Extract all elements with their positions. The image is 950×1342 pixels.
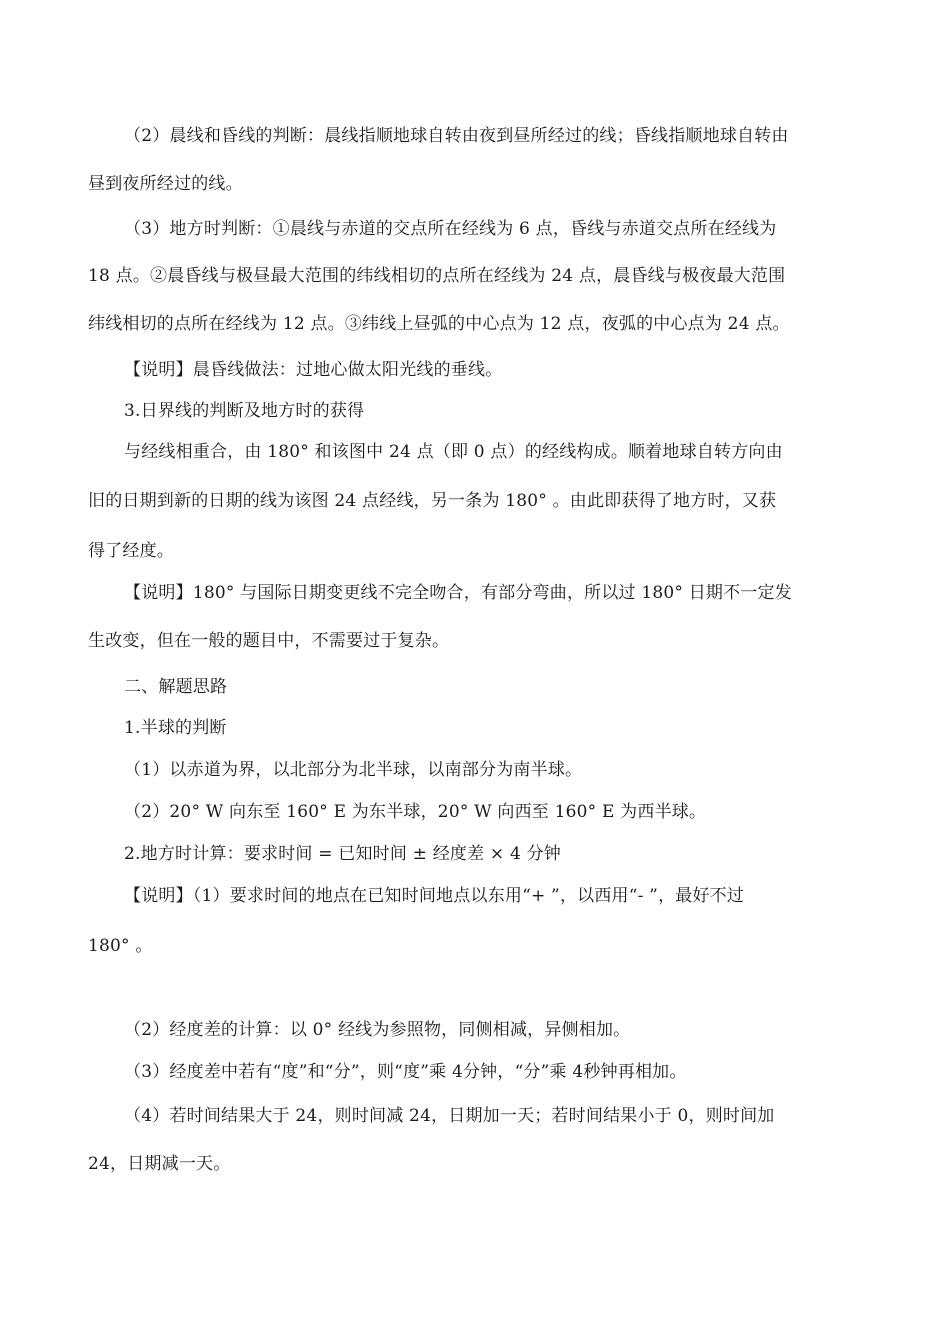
paragraph-line: （4）若时间结果大于 24，则时间减 24，日期加一天；若时间结果小于 0，则时间加	[124, 1106, 775, 1126]
paragraph-line: 纬线相切的点所在经线为 12 点。③纬线上昼弧的中心点为 12 点，夜弧的中心点为 24 点。	[88, 314, 790, 334]
paragraph-line: （2）20° W 向东至 160° E 为东半球，20° W 向西至 160° E 为西半球。	[124, 802, 707, 822]
paragraph-line: 昼到夜所经过的线。	[88, 174, 243, 194]
paragraph-line: （2）经度差的计算：以 0° 经线为参照物，同侧相减，异侧相加。	[124, 1020, 631, 1040]
paragraph-line: 24，日期减一天。	[88, 1154, 231, 1174]
paragraph-line: （3）地方时判断：①晨线与赤道的交点所在经线为 6 点，昏线与赤道交点所在经线为	[124, 219, 777, 239]
section-heading: 3.日界线的判断及地方时的获得	[124, 401, 365, 421]
note-line: 【说明】（1）要求时间的地点在已知时间地点以东用“+ ”，以西用“- ”，最好不过	[124, 886, 745, 906]
paragraph-line: 旧的日期到新的日期的线为该图 24 点经线，另一条为 180° 。由此即获得了地方时，又获	[88, 491, 777, 511]
paragraph-line: （2）晨线和昏线的判断：晨线指顺地球自转由夜到昼所经过的线；昏线指顺地球自转由	[124, 126, 789, 146]
paragraph-line: 生改变，但在一般的题目中，不需要过于复杂。	[88, 631, 450, 651]
paragraph-line: （3）经度差中若有“度”和“分”，则“度”乘 4分钟，“分”乘 4秒钟再相加。	[124, 1062, 687, 1082]
subsection-heading: 2.地方时计算：要求时间 = 已知时间 ± 经度差 × 4 分钟	[124, 844, 561, 864]
subsection-heading: 1.半球的判断	[124, 718, 227, 738]
note-line: 【说明】晨昏线做法：过地心做太阳光线的垂线。	[124, 360, 503, 380]
paragraph-line: 18 点。②晨昏线与极昼最大范围的纬线相切的点所在经线为 24 点，晨昏线与极夜最大范围	[88, 266, 786, 286]
paragraph-line: 与经线相重合，由 180° 和该图中 24 点（即 0 点）的经线构成。顺着地球自转方向由	[124, 442, 783, 462]
section-heading: 二、解题思路	[124, 677, 228, 697]
note-line: 【说明】180° 与国际日期变更线不完全吻合，有部分弯曲，所以过 180° 日期不一定发	[124, 583, 792, 603]
paragraph-line: （1）以赤道为界，以北部分为北半球，以南部分为南半球。	[124, 760, 583, 780]
paragraph-line: 180° 。	[88, 936, 153, 956]
paragraph-line: 得了经度。	[88, 541, 174, 561]
